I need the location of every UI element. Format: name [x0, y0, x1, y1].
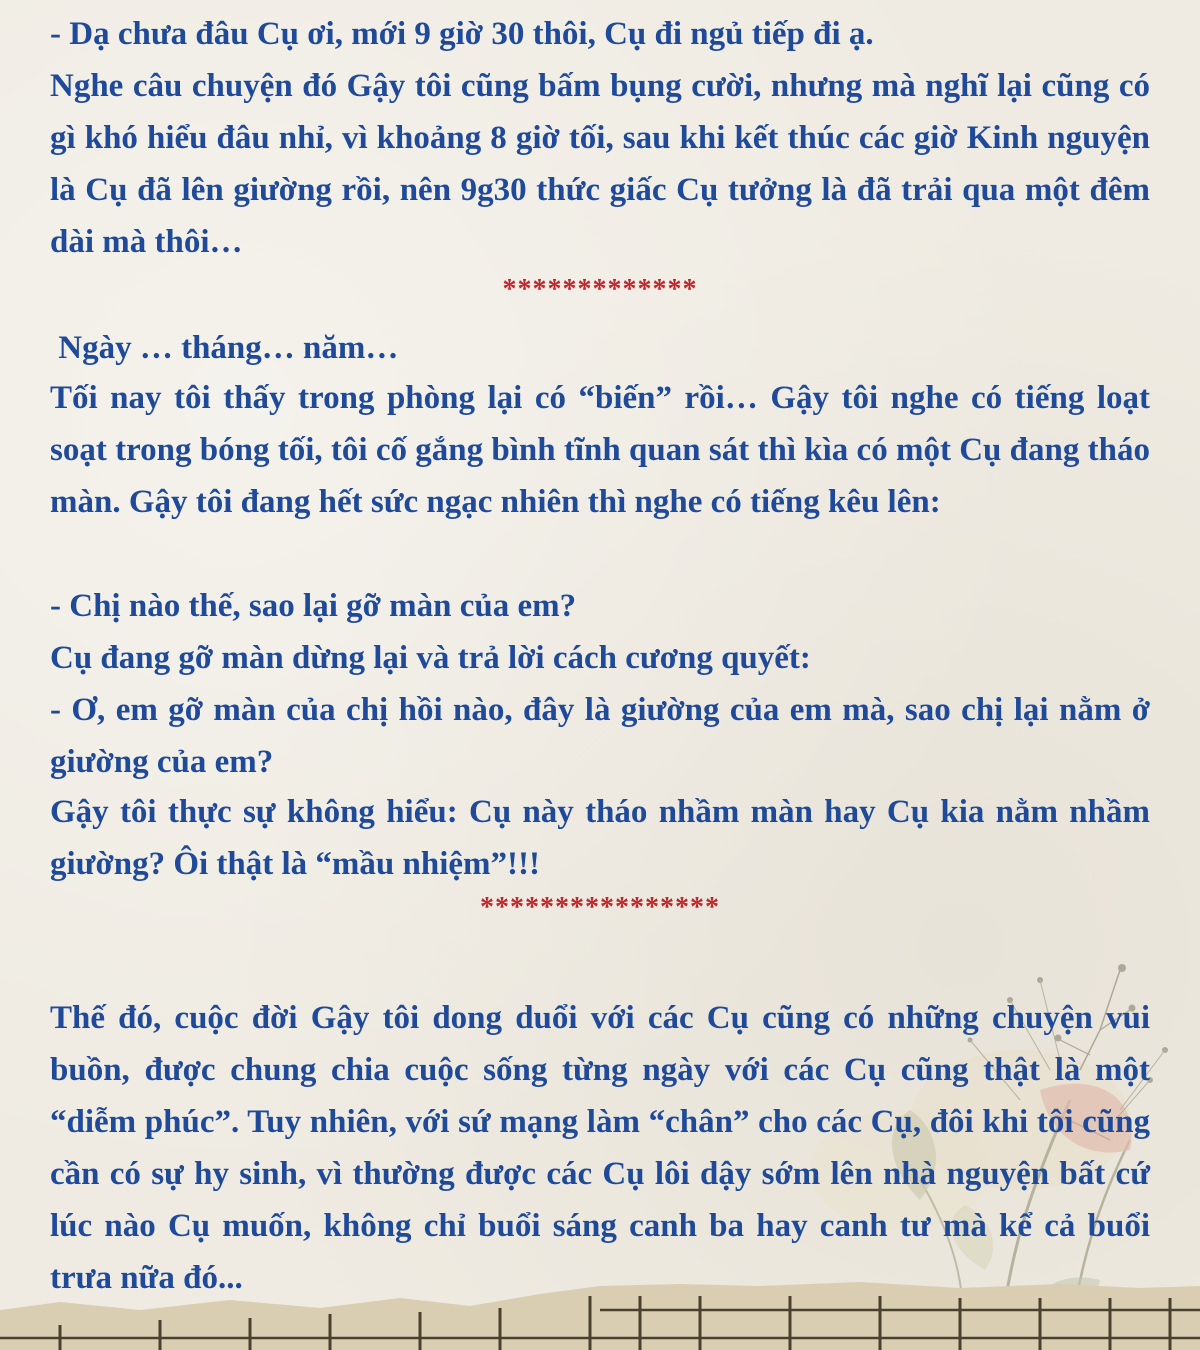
paragraph-conclusion: Gậy tôi thực sự không hiểu: Cụ này tháo nhầm màn hay Cụ kia nằm nhầm giường? Ôi thật là “mầu nhiệm”!!!	[50, 794, 1150, 882]
dialogue-line-3: - Ơ, em gỡ màn của chị hồi nào, đây là giường của em mà, sao chị lại nằm ở giường của em?	[50, 692, 1150, 780]
dialogue-line-1: - Dạ chưa đâu Cụ ơi, mới 9 giờ 30 thôi, Cụ đi ngủ tiếp đi ạ.	[50, 16, 874, 52]
paragraph-closing: Thế đó, cuộc đời Gậy tôi dong duổi với các Cụ cũng có những chuyện vui buồn, được chung chia cuộc sống từng ngày với các Cụ cũng thật là một “diễm phúc”. Tuy nhiên, với sứ mạng làm “chân” cho các Cụ, đôi khi tôi cũng cần có sự hy sinh, vì thường được các Cụ lôi dậy sớm lên nhà nguyện bất cứ lúc nào Cụ muốn, không chỉ buổi sáng canh ba hay canh tư mà kể cả buổi trưa nữa đó...	[50, 1000, 1150, 1296]
narration-line: Cụ đang gỡ màn dừng lại và trả lời cách cương quyết:	[50, 640, 811, 676]
dialogue-line-2: - Chị nào thế, sao lại gỡ màn của em?	[50, 588, 577, 624]
paragraph-incident: Tối nay tôi thấy trong phòng lại có “biến” rồi… Gậy tôi nghe có tiếng loạt soạt trong bóng tối, tôi cố gắng bình tĩnh quan sát thì kìa có một Cụ đang tháo màn. Gậy tôi đang hết sức ngạc nhiên thì nghe có tiếng kêu lên:	[50, 380, 1150, 520]
section-separator-1: *************	[502, 274, 698, 305]
paragraph-reflection: Nghe câu chuyện đó Gậy tôi cũng bấm bụng cười, nhưng mà nghĩ lại cũng có gì khó hiểu đâu nhỉ, vì khoảng 8 giờ tối, sau khi kết thúc các giờ Kinh nguyện là Cụ đã lên giường rồi, nên 9g30 thức giấc Cụ tưởng là đã trải qua một đêm dài mà thôi…	[50, 68, 1150, 260]
section-separator-2: ****************	[480, 892, 720, 923]
date-line: Ngày … tháng… năm…	[50, 330, 399, 366]
